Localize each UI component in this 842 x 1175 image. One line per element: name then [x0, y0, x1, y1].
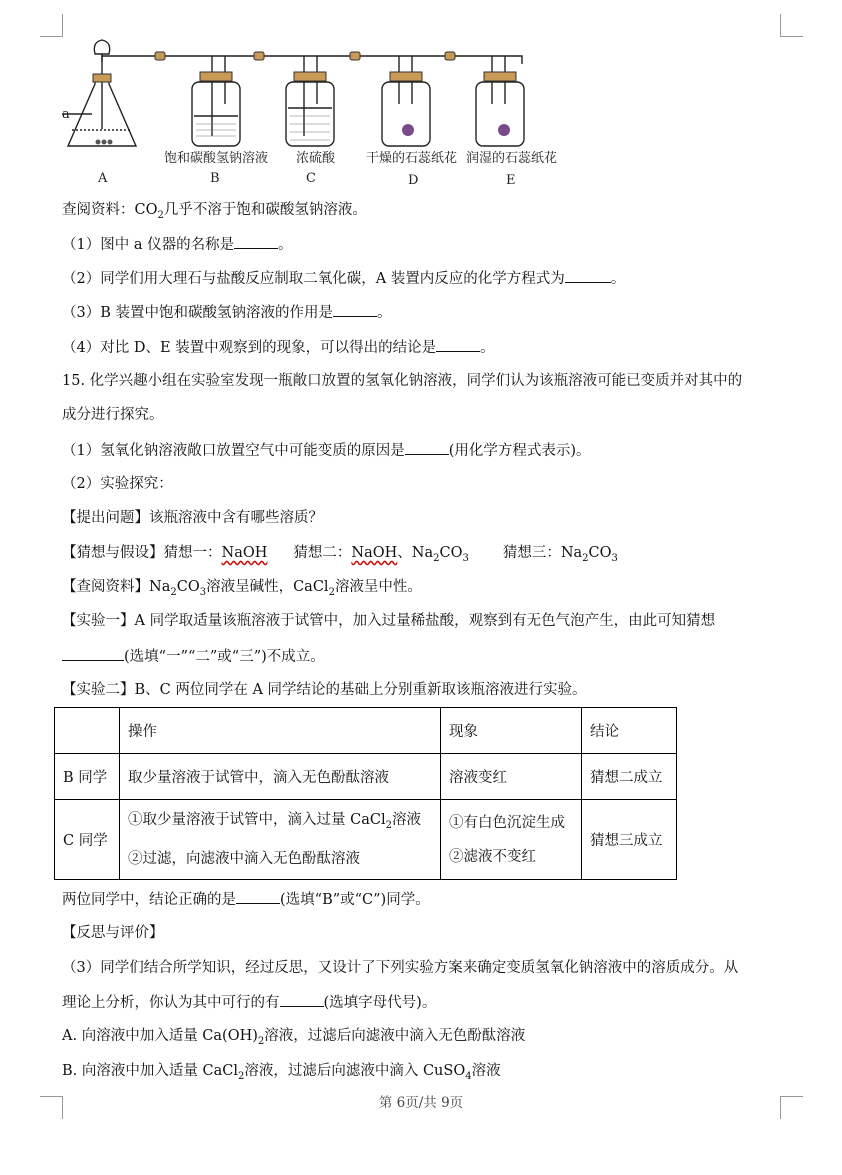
hypotheses-line	[62, 543, 618, 569]
reference-info-2	[62, 577, 422, 603]
question-1	[62, 234, 293, 255]
guess-3-na: Na	[560, 545, 583, 561]
q3-end: 。	[377, 305, 392, 321]
option-a-end: 溶液，过滤后向滤液中滴入无色酚酞溶液	[264, 1028, 526, 1044]
ref-prefix: 查阅资料：	[62, 202, 135, 218]
ref2-co: CO	[176, 579, 200, 595]
s3-text: 理论上分析，你认为其中可行的有	[62, 995, 280, 1011]
guess-2-co: CO	[439, 545, 463, 561]
answer-blank[interactable]	[280, 992, 324, 1007]
s1-text: （1）氢氧化钠溶液敞口放置空气中可能变质的原因是	[62, 443, 405, 459]
flower-icon	[498, 124, 510, 136]
obs-1: ①有白色沉淀生成	[449, 814, 565, 831]
experiment-1-line-1: 【实验一】A 同学取适量该瓶溶液于试管中，加入过量稀盐酸，观察到有无色气泡产生，由此可知猜想	[62, 613, 716, 629]
guess-2-naoh: NaOH	[351, 545, 398, 561]
guess-1-formula: NaOH	[221, 545, 268, 561]
ref2-cacl: CaCl	[293, 579, 329, 595]
guess-2-prefix: 猜想二：	[293, 545, 352, 561]
crop-mark-top-right	[780, 14, 803, 37]
problem-15-line-2: 成分进行探究。	[62, 407, 164, 423]
question-2	[62, 268, 625, 289]
reference-info-line	[62, 200, 367, 226]
guess-2-na: Na	[411, 545, 434, 561]
apparatus-figure	[62, 34, 572, 189]
reflection-heading: 【反思与评价】	[62, 925, 164, 941]
guess-3-prefix: 猜想三：	[502, 545, 561, 561]
subscript: 3	[611, 552, 618, 564]
after-table-end: (选填“B”或“C”)同学。	[280, 892, 430, 908]
caption-c: 浓硫酸	[296, 151, 336, 166]
s3-end: (选填字母代号)。	[323, 995, 437, 1011]
table-cell: 取少量溶液于试管中，滴入无色酚酞溶液	[120, 754, 441, 800]
q1-end: 。	[278, 237, 293, 253]
ask-question: 【提出问题】该瓶溶液中含有哪些溶质？	[62, 510, 323, 526]
table-header	[55, 708, 120, 754]
ref2-mid: 溶液呈碱性，	[206, 579, 294, 595]
formula-co2: CO	[134, 202, 158, 218]
subscript: 2	[157, 209, 164, 221]
answer-blank[interactable]	[234, 234, 278, 249]
option-b-mid: 溶液，过滤后向滤液中滴入 CuSO	[244, 1063, 466, 1079]
label-a: a	[62, 107, 70, 122]
q2-end: 。	[610, 271, 626, 287]
ref-text: 几乎不溶于饱和碳酸氢钠溶液。	[163, 202, 367, 218]
letter-c: C	[306, 171, 316, 186]
table-header: 操作	[120, 708, 441, 754]
q4-text: （4）对比 D、E 装置中观察到的现象，可以得出的结论是	[62, 340, 437, 356]
caption-d: 干燥的石蕊纸花	[366, 151, 458, 166]
after-table-question	[62, 889, 430, 910]
question-4	[62, 337, 495, 358]
sub-question-3-line-2	[62, 992, 436, 1013]
subscript: 3	[199, 586, 207, 598]
ref2-na: Na	[149, 579, 171, 595]
subscript: 2	[582, 552, 589, 564]
answer-blank[interactable]	[62, 646, 124, 661]
ref2-end: 溶液呈中性。	[334, 579, 422, 595]
problem-15-line-1: 15. 化学兴趣小组在实验室发现一瓶敞口放置的氢氧化钠溶液，同学们认为该瓶溶液可能已变质并对其中的	[62, 373, 743, 389]
answer-blank[interactable]	[236, 889, 280, 904]
q1-text: （1）图中 a 仪器的名称是	[62, 237, 235, 253]
q4-end: 。	[480, 340, 495, 356]
option-b-text: B. 向溶液中加入适量 CaCl	[62, 1063, 238, 1079]
ref2-prefix: 【查阅资料】	[62, 579, 149, 595]
caption-b: 饱和碳酸氢钠溶液	[164, 151, 269, 166]
table-cell: C 同学	[55, 800, 120, 880]
subscript: 3	[462, 552, 469, 564]
subscript: 2	[433, 552, 440, 564]
table-row	[55, 800, 677, 880]
guess-3-co: CO	[588, 545, 612, 561]
separator: 、	[397, 545, 412, 561]
answer-blank[interactable]	[436, 337, 480, 352]
obs-2: ②滤液不变红	[449, 848, 536, 865]
table-header-row	[55, 708, 677, 754]
experiment-table	[54, 707, 677, 880]
flower-icon	[402, 124, 414, 136]
subscript: 2	[385, 819, 392, 831]
exp1-end: (选填“一”“二”或“三”)不成立。	[124, 649, 325, 665]
sub-question-1	[62, 440, 591, 461]
subscript: 2	[170, 586, 177, 598]
option-b	[62, 1061, 501, 1087]
table-row	[55, 754, 677, 800]
table-cell: 猜想二成立	[582, 754, 677, 800]
question-3	[62, 302, 392, 323]
subscript: 2	[237, 1070, 245, 1082]
letter-d: D	[408, 173, 419, 188]
table-cell	[120, 800, 441, 880]
page-number: 第 6页/共 9页	[378, 1095, 464, 1111]
op-step-1	[128, 803, 432, 843]
letter-b: B	[210, 171, 220, 186]
letter-e: E	[506, 173, 516, 188]
caption-e: 润湿的石蕊纸花	[466, 151, 558, 166]
after-table-text: 两位同学中，结论正确的是	[62, 892, 236, 908]
s1-end: (用化学方程式表示)。	[448, 443, 591, 459]
table-cell: 猜想三成立	[582, 800, 677, 880]
answer-blank[interactable]	[333, 302, 377, 317]
table-cell	[441, 800, 582, 880]
subscript: 2	[257, 1035, 265, 1047]
q3-text: （3）B 装置中饱和碳酸氢钠溶液的作用是	[62, 305, 333, 321]
experiment-2: 【实验二】B、C 两位同学在 A 同学结论的基础上分别重新取该瓶溶液进行实验。	[62, 682, 587, 698]
table-cell: 溶液变红	[441, 754, 582, 800]
letter-a: A	[98, 171, 108, 186]
op-step-1-text: ①取少量溶液于试管中，滴入过量 CaCl	[128, 811, 386, 828]
subscript: 4	[465, 1070, 472, 1082]
op-step-1-end: 溶液	[391, 811, 421, 828]
subscript: 2	[328, 586, 335, 598]
table-header: 现象	[441, 708, 582, 754]
table-header: 结论	[582, 708, 677, 754]
answer-blank[interactable]	[405, 440, 449, 455]
option-a-text: A. 向溶液中加入适量 Ca(OH)	[62, 1028, 258, 1044]
q2-text: （2）同学们用大理石与盐酸反应制取二氧化碳，A 装置内反应的化学方程式为	[62, 271, 565, 287]
experiment-1-line-2	[62, 646, 325, 667]
sub-question-2: （2）实验探究：	[62, 476, 173, 492]
guess-prefix: 【猜想与假设】猜想一：	[62, 545, 222, 561]
table-cell: B 同学	[55, 754, 120, 800]
op-step-2: ②过滤，向滤液中滴入无色酚酞溶液	[128, 851, 360, 868]
answer-blank[interactable]	[565, 268, 611, 283]
sub-question-3-line-1: （3）同学们结合所学知识，经过反思，又设计了下列实验方案来确定变质氢氧化钠溶液中的溶质成分。从	[62, 960, 739, 976]
crop-mark-top-left	[40, 14, 63, 37]
option-b-end: 溶液	[471, 1063, 501, 1079]
option-a	[62, 1026, 525, 1052]
